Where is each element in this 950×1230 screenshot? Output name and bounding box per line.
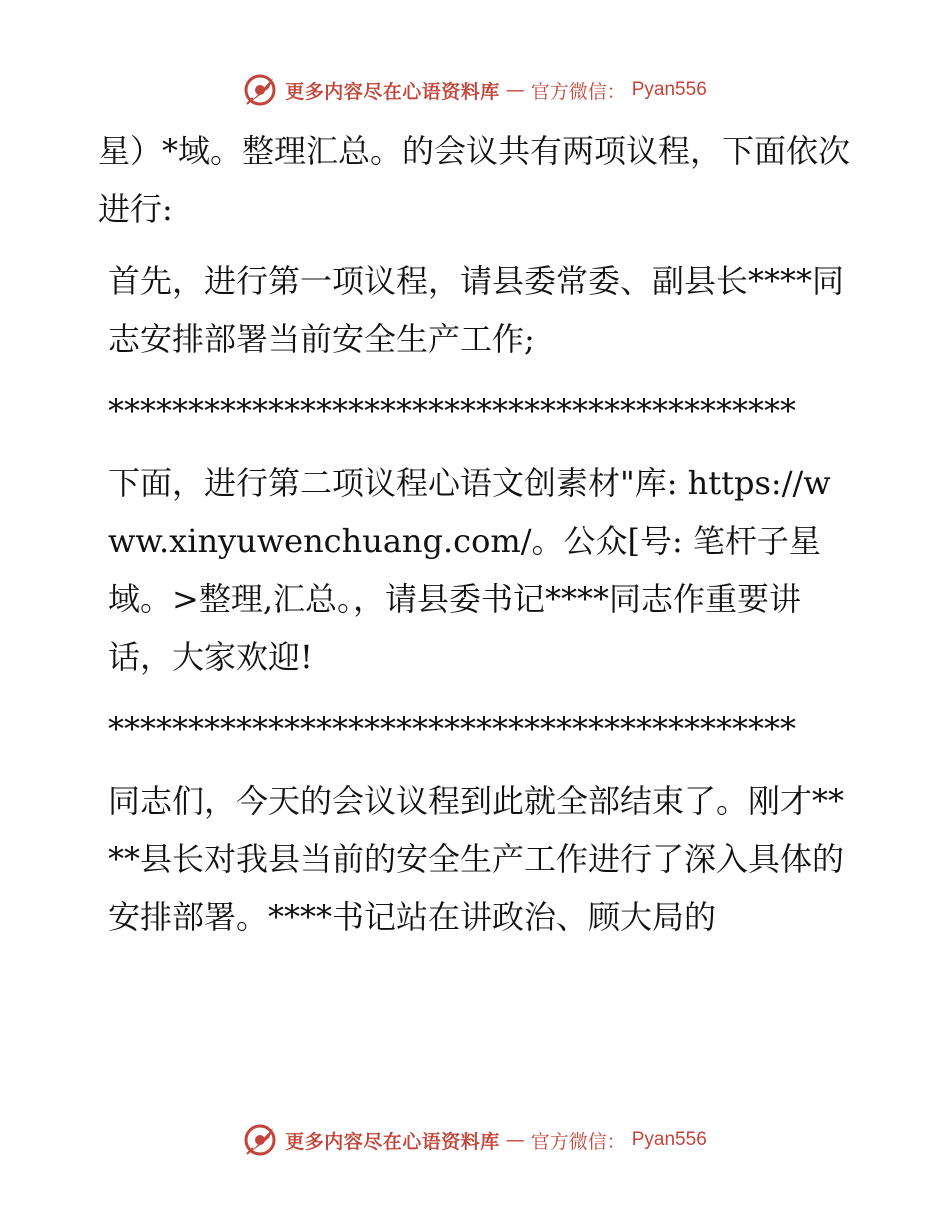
document-body (98, 122, 858, 946)
watermark-separator: — (505, 1129, 525, 1151)
quill-logo-icon (243, 72, 279, 108)
watermark-separator: — (505, 79, 525, 101)
paragraph-first-item: 首先，进行第一项议程，请县委常委、副县长****同志安排部署当前安全生产工作; (108, 262, 845, 358)
watermark-text: 更多内容尽在心语资料库 (285, 80, 500, 103)
paragraph-second-item: 下面，进行第二项议程心语文创素材"库: https://www.xinyuwenchuang.com/。公众[号: 笔杆子星域。>整理,汇总。，请县委书记****同志作重要讲话，大家欢迎! (108, 464, 831, 676)
watermark-wechat-id: Pyan556 (631, 1129, 707, 1150)
bottom-watermark-banner (0, 1120, 950, 1160)
watermark-wechat-label: 官方微信： (530, 1130, 626, 1153)
quill-logo-icon (243, 1122, 279, 1158)
top-watermark-banner (0, 70, 950, 110)
paragraph-closing: 同志们，今天的会议议程到此就全部结束了。刚才****县长对我县当前的安全生产工作进行了深入具体的安排部署。****书记站在讲政治、顾大局的 (108, 782, 845, 936)
watermark-wechat-label: 官方微信： (530, 80, 626, 103)
watermark-wechat-id: Pyan556 (631, 79, 707, 100)
paragraph-agenda-intro: 星）*域。整理汇总。的会议共有两项议程，下面依次进行: (98, 132, 851, 228)
paragraph-separator-2: ******************************************* (108, 710, 796, 748)
watermark-text: 更多内容尽在心语资料库 (285, 1130, 500, 1153)
paragraph-separator-1: ******************************************* (108, 392, 796, 430)
